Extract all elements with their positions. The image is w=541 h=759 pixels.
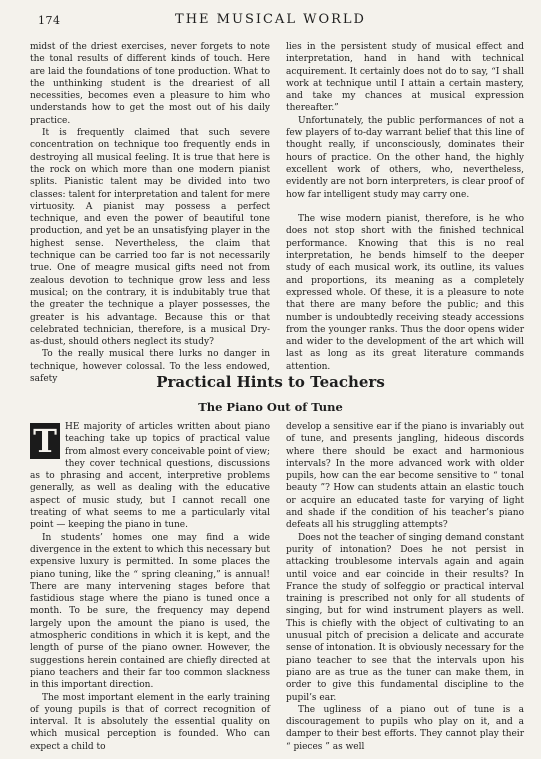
paragraph: It is frequently claimed that such severe concentration on technique too frequently ends in destroying all musical feeling. It is true that here is the rock on which more than one modern pianist splits. Pianistic talent may be divided into two classes: talent for interpretation and talent for mere virtuosity. A pianist may possess a perfect technique, and even the power of beautiful tone production, and yet be an unsatisfying player in the highest sense. Nevertheless, the claim that technique can be carried too far is not necessarily true. One of meagre musical gifts need not from zealous devotion to technique grow less and less musical; on the contrary, it is indubitably true that the greater the technique a player possesses, the greater is his advantage. Because this or that celebrated technician, therefore, is a musical Dry-as-dust, should others neglect its study? (30, 128, 270, 348)
section-title: Practical Hints to Teachers (156, 373, 385, 391)
bottom-right-column (286, 421, 524, 753)
paragraph-gap (286, 201, 524, 213)
paragraph: The wise modern pianist, therefore, is he who does not stop short with the finished technical performance. Knowing that this is no real interpretation, he bends himself to the deeper study of each musical work, its outline, its values and proportions, its meaning as a completely expressed whole. Of these, it is a pleasure to note that there are many before the public; and this number is undoubtedly receiving steady accessions from the younger ranks. Thus the door opens wider and wider to the development of the art which will last as long as its great literature commands attention. (286, 214, 524, 372)
top-right-column (286, 41, 524, 373)
paragraph: develop a sensitive ear if the piano is invariably out of tune, and presents jangling, hideous discords where there should be exact and harmonious intervals? In the more advanced work with older pupils, how can the ear become sensitive to “ tonal beauty ”? How can students attain an elastic touch or acquire an educated taste for varying of light and shade if the condition of his teacher’s piano defeats all his struggling attempts? (286, 422, 524, 531)
paragraph: In students’ homes one may find a wide divergence in the extent to which this necessary but expensive luxury is permitted. In some places the piano tuning, like the “ spring cleaning,” is annual! There are many intervening stages before that fastidious stage where the piano is tuned once a month. To be sure, the frequency may depend largely upon the amount the piano is used, the atmospheric conditions in which it is kept, and the length of purse of the piano owner. However, the suggestions herein contained are chiefly directed at piano teachers and their far too common slackness in this important direction. (30, 532, 270, 691)
bottom-left-column (30, 421, 270, 753)
paragraph: Unfortunately, the public performances of not a few players of to-day warrant belief that this line of thought really, if unconsciously, dominates their hours of practice. On the other hand, the highly excellent work of others, who, nevertheless, evidently are not born interpreters, is clear proof of how far intelligent study may carry one. (286, 115, 524, 200)
running-title: THE MUSICAL WORLD (175, 12, 366, 27)
page-header (0, 12, 541, 30)
paragraph: The most important element in the early training of young pupils is that of correct recognition of interval. It is absolutely the essential quality on which musical perception is founded. Who can expect a child to (30, 692, 270, 752)
article-subtitle: The Piano Out of Tune (198, 400, 343, 414)
top-left-column (30, 41, 270, 385)
paragraph: HE majority of articles written about piano teaching take up topics of practical value from almost every conceivable point of view; they cover technical questions, discussions as to phrasing and accent, interpretive problems generally, as well as dealing with the educative aspect of music study, but I cannot recall one treating of what seems to me a particularly vital point — keeping the piano in tune. (30, 422, 270, 531)
paragraph: To the really musical there lurks no danger in technique, however colossal. To the less endowed, safety (30, 349, 270, 385)
paragraph: Does not the teacher of singing demand constant purity of intonation? Does he not persist in attacking troublesome intervals again and again until voice and ear coincide in their results? In France the study of solfeggio or practical interval training is prescribed not only for all students of singing, but for wind instrument players as well. This is chiefly with the object of cultivating to an unusual pitch of precision a delicate and accurate sense of intonation. It is obviously necessary for the piano teacher to see that the intervals upon his piano are as true as the tuner can make them, in order to give this fundamental discipline to the pupil’s ear. (286, 532, 524, 703)
paragraph: lies in the persistent study of musical effect and interpretation, hand in hand with technical acquirement. It certainly does not do to say, “I shall work at technique until I attain a certain mastery, and take my chances at musical expression thereafter.” (286, 42, 524, 114)
page-number: 174 (38, 14, 61, 27)
drop-cap: T (30, 423, 60, 459)
paragraph: The ugliness of a piano out of tune is a discouragement to pupils who play on it, and a damper to their best efforts. They cannot play their “ pieces ” as well (286, 704, 524, 752)
paragraph: midst of the driest exercises, never forgets to note the tonal results of different kinds of touch. Here are laid the foundations of tone production. What to the unthinking student is the dreariest of all necessities, becomes even a pleasure to him who understands how to get the most out of his daily practice. (30, 42, 270, 126)
